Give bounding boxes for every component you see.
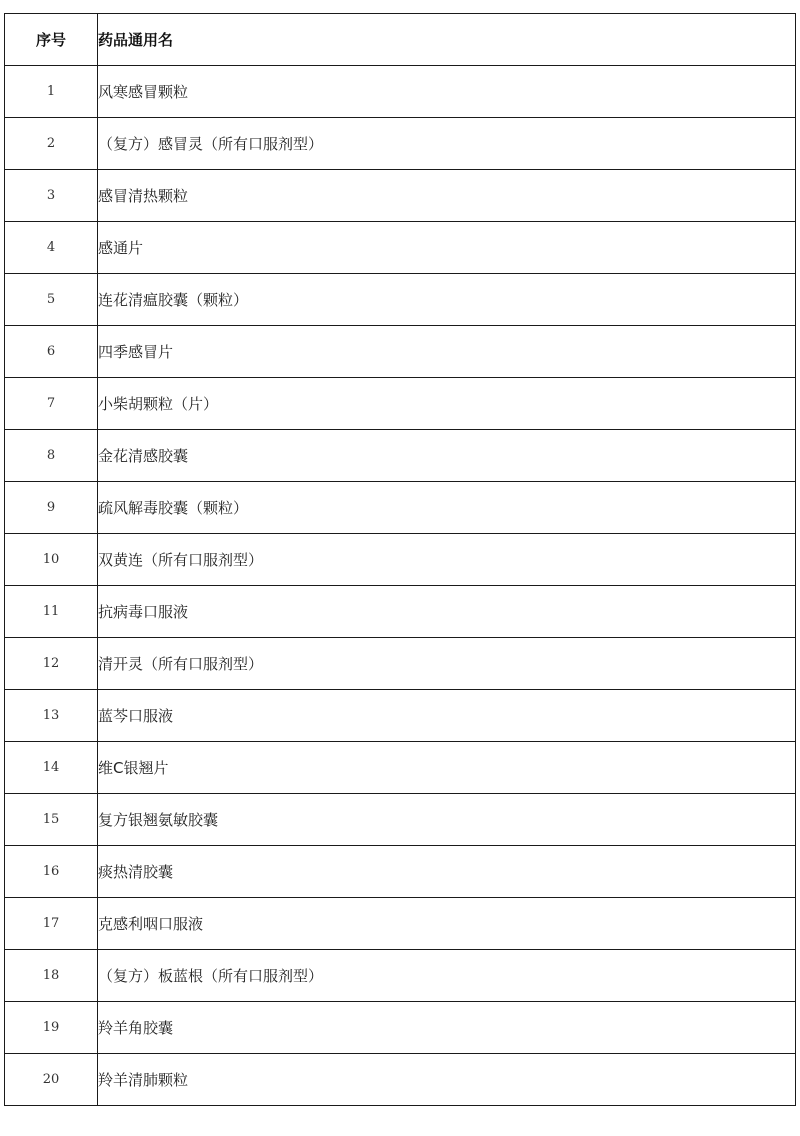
row-drug-name: （复方）感冒灵（所有口服剂型） (98, 118, 796, 170)
table-row (5, 274, 796, 326)
table-row (5, 742, 796, 794)
row-drug-name: 维C银翘片 (98, 742, 796, 794)
row-drug-name: 羚羊清肺颗粒 (98, 1054, 796, 1106)
row-serial-number: 16 (5, 846, 98, 898)
table-row (5, 794, 796, 846)
row-serial-number: 19 (5, 1002, 98, 1054)
row-serial-number: 7 (5, 378, 98, 430)
row-serial-number: 14 (5, 742, 98, 794)
row-drug-name: 蓝芩口服液 (98, 690, 796, 742)
row-serial-number: 12 (5, 638, 98, 690)
row-serial-number: 6 (5, 326, 98, 378)
table-row (5, 482, 796, 534)
table-row (5, 534, 796, 586)
row-serial-number: 2 (5, 118, 98, 170)
header-drug-name: 药品通用名 (98, 14, 796, 66)
table-row (5, 66, 796, 118)
row-serial-number: 15 (5, 794, 98, 846)
row-drug-name: 感冒清热颗粒 (98, 170, 796, 222)
table-row (5, 898, 796, 950)
row-serial-number: 1 (5, 66, 98, 118)
row-serial-number: 10 (5, 534, 98, 586)
row-drug-name: 痰热清胶囊 (98, 846, 796, 898)
header-serial-number: 序号 (5, 14, 98, 66)
table-row (5, 222, 796, 274)
table-row (5, 950, 796, 1002)
row-drug-name: 清开灵（所有口服剂型） (98, 638, 796, 690)
row-drug-name: 克感利咽口服液 (98, 898, 796, 950)
row-serial-number: 8 (5, 430, 98, 482)
table-row (5, 638, 796, 690)
row-serial-number: 3 (5, 170, 98, 222)
table-row (5, 430, 796, 482)
table-row (5, 170, 796, 222)
table-row (5, 118, 796, 170)
row-drug-name: 连花清瘟胶囊（颗粒） (98, 274, 796, 326)
table-row (5, 690, 796, 742)
row-drug-name: 复方银翘氨敏胶囊 (98, 794, 796, 846)
table-body (5, 66, 796, 1106)
row-drug-name: 羚羊角胶囊 (98, 1002, 796, 1054)
table-row (5, 378, 796, 430)
row-serial-number: 9 (5, 482, 98, 534)
row-drug-name: 金花清感胶囊 (98, 430, 796, 482)
row-serial-number: 5 (5, 274, 98, 326)
row-drug-name: 抗病毒口服液 (98, 586, 796, 638)
row-drug-name: 四季感冒片 (98, 326, 796, 378)
table-row (5, 1002, 796, 1054)
row-serial-number: 11 (5, 586, 98, 638)
row-drug-name: 风寒感冒颗粒 (98, 66, 796, 118)
row-serial-number: 13 (5, 690, 98, 742)
table-row (5, 1054, 796, 1106)
row-drug-name: 小柴胡颗粒（片） (98, 378, 796, 430)
table-row (5, 326, 796, 378)
table-row (5, 846, 796, 898)
table-row (5, 586, 796, 638)
row-serial-number: 20 (5, 1054, 98, 1106)
row-drug-name: 疏风解毒胶囊（颗粒） (98, 482, 796, 534)
drug-list-table (4, 13, 796, 1106)
row-serial-number: 18 (5, 950, 98, 1002)
row-drug-name: （复方）板蓝根（所有口服剂型） (98, 950, 796, 1002)
table-header-row (5, 14, 796, 66)
row-serial-number: 4 (5, 222, 98, 274)
row-drug-name: 双黄连（所有口服剂型） (98, 534, 796, 586)
row-drug-name: 感通片 (98, 222, 796, 274)
row-serial-number: 17 (5, 898, 98, 950)
